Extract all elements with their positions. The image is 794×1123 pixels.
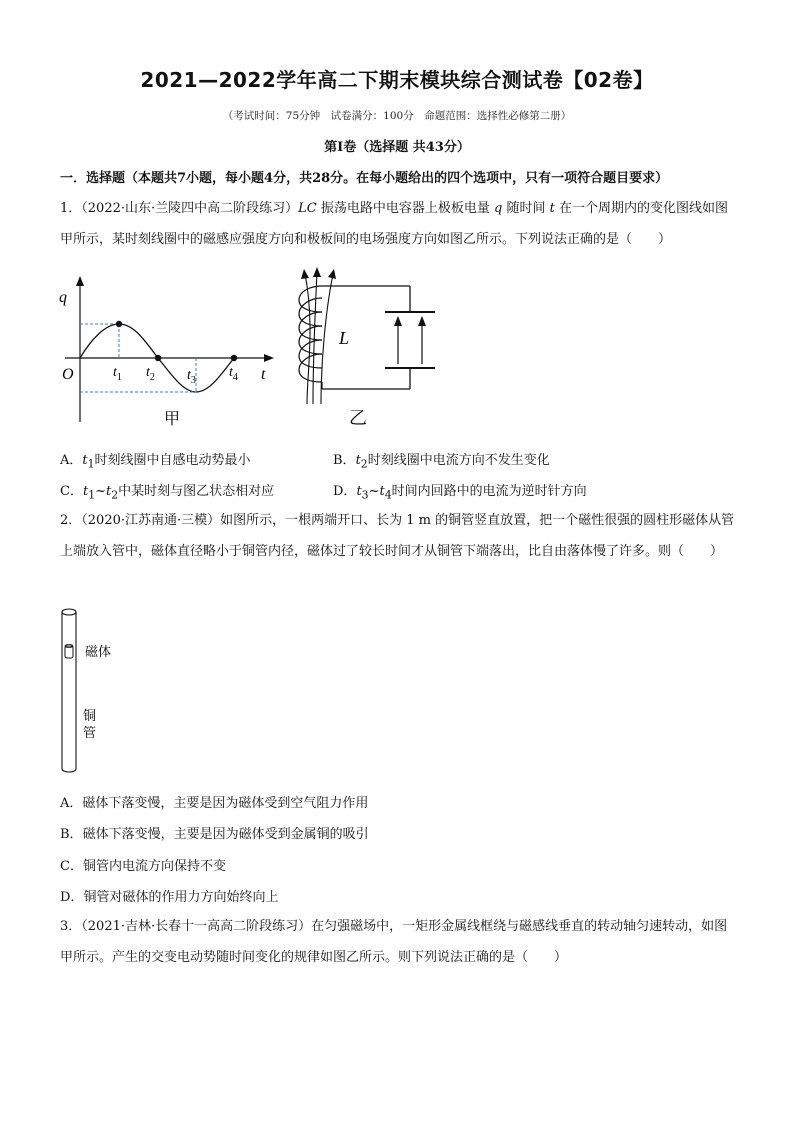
figure-jia-caption: 甲 (164, 411, 181, 428)
figure-yi-lc-circuit (285, 264, 455, 434)
t2-point (155, 355, 161, 361)
exam-info: （考试时间：75分钟 试卷满分：100分 命题范围：选择性必修第二册） (222, 110, 572, 122)
question-1-stem: 1．（2022·山东·兰陵四中高二阶段练习）LC 振荡电路中电容器上极板电量 q 随时间 t 在一个周期内的变化图线如图甲所示，某时刻线圈中的磁感应强度方向和极板间的电场强度方向如图乙所示。下列说法正确的是（ ） (60, 201, 728, 247)
q1-option-a[interactable]: A．$t_1$时刻线圈中自感电动势最小 (60, 453, 251, 471)
figure-copper-tube (55, 606, 135, 778)
t4-label: $t_4$ (229, 365, 238, 383)
page-title: 2021—2022学年高二下期末模块综合测试卷【02卷】 (140, 68, 654, 92)
t-axis-label: t (261, 366, 266, 383)
q-axis-label: q (59, 289, 67, 306)
q2-option-a[interactable]: A．磁体下落变慢，主要是因为磁体受到空气阻力作用 (60, 796, 369, 811)
e-field-arrow-1 (394, 316, 402, 326)
b-field-arrow-1 (301, 269, 309, 279)
q1-option-c[interactable]: C．$t_1\sim t_2$中某时刻与图乙状态相对应 (60, 484, 275, 502)
tube-label-2: 管 (83, 725, 97, 740)
e-field-arrow-2 (418, 316, 426, 326)
b-field-line-2 (313, 272, 317, 404)
q-axis-arrow (76, 276, 84, 286)
t-axis-arrow (264, 354, 274, 362)
origin-label: O (62, 366, 74, 383)
t1-label: $t_1$ (113, 365, 122, 383)
b-field-line-3 (321, 274, 333, 404)
q2-option-d[interactable]: D．铜管对磁体的作用力方向始终向上 (60, 890, 279, 905)
question-2-stem: 2．（2020·江苏南通·三模）如图所示，一根两端开口、长为 1 m 的铜管竖直放置，把一个磁性很强的圆柱形磁体从管上端放入管中，磁体直径略小于铜管内径，磁体过了较长时间才从铜管下端落出，比自由落体慢了许多。则（ ） (60, 513, 735, 559)
coil-loop-1 (299, 286, 322, 312)
tube-top-opening (62, 609, 76, 615)
t4-point (231, 355, 237, 361)
b-field-arrow-2 (313, 267, 321, 277)
magnet-label: 磁体 (85, 644, 112, 659)
figure-yi-caption: 乙 (349, 408, 367, 428)
t2-label: $t_2$ (146, 365, 155, 383)
t3-label: $t_3$ (187, 368, 196, 386)
tube-bottom (62, 769, 76, 772)
b-field-arrow-3 (328, 269, 336, 279)
figure-jia-q-t-graph (55, 272, 285, 432)
coil-label: L (339, 328, 350, 348)
section-title: 第Ⅰ卷（选择题 共43分） (324, 140, 470, 155)
question-3-stem: 3．（2021·吉林·长春十一高高二阶段练习）在匀强磁场中，一矩形金属线框绕与磁感线垂直的转动轴匀速转动，如图甲所示。产生的交变电动势随时间变化的规律如图乙所示。则下列说法正确的是（ ） (60, 919, 728, 965)
q1-option-b[interactable]: B．$t_2$时刻线圈中电流方向不发生变化 (333, 453, 550, 471)
q2-option-c[interactable]: C．铜管内电流方向保持不变 (60, 859, 226, 874)
q1-option-d[interactable]: D．$t_3\sim t_4$时间内回路中的电流为逆时针方向 (333, 484, 587, 502)
q2-option-b[interactable]: B．磁体下落变慢，主要是因为磁体受到金属铜的吸引 (60, 827, 369, 842)
peak-point (116, 321, 122, 327)
tube-label-1: 铜 (83, 708, 97, 723)
part-heading: 一．选择题（本题共7小题，每小题4分，共28分。在每小题给出的四个选项中，只有一项符合题目要求） (60, 171, 669, 186)
